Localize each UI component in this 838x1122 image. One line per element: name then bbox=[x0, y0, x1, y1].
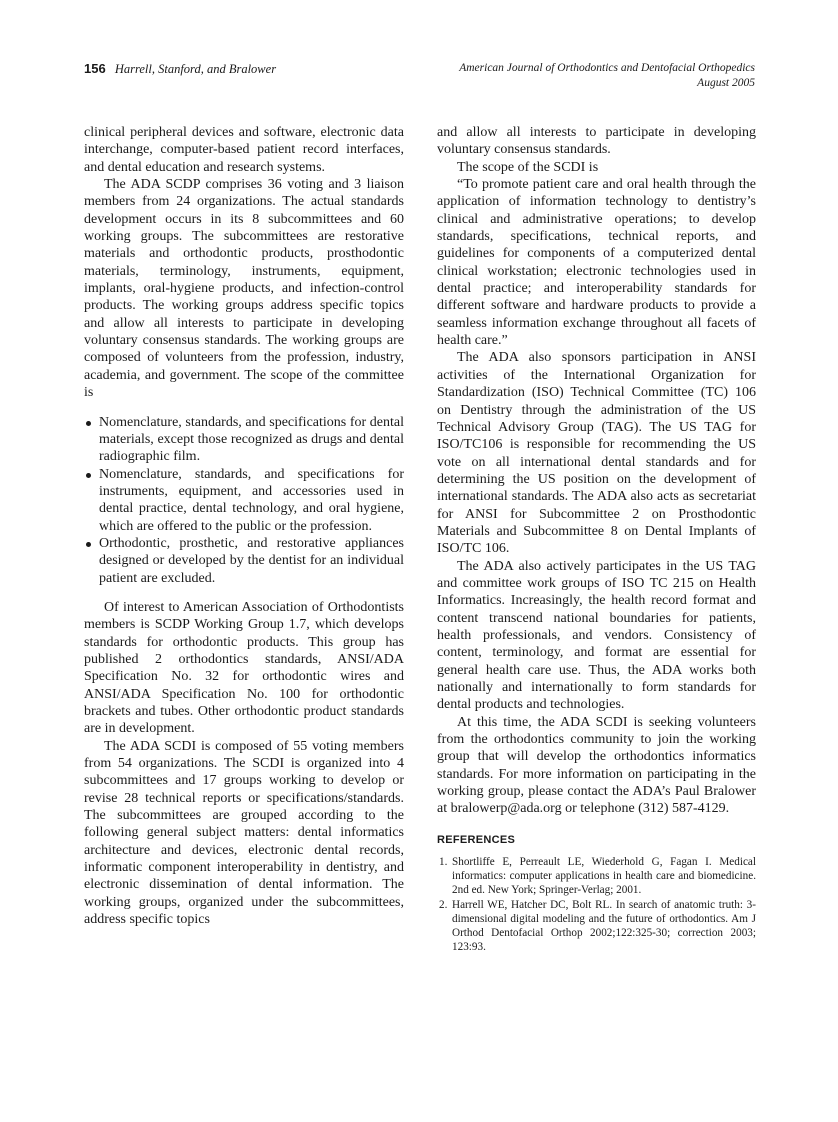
scope-bullet-list bbox=[84, 414, 404, 587]
paragraph: The ADA also sponsors participation in ANSI activities of the International Organization for Standardization (ISO) Technical Committee (TC) 106 on Dentistry through the administration of the US Technical Advisory Group (TAG). The US TAG for ISO/TC106 is responsible for recommending the US vote on all international dental standards and for determining the US position on the development of international standards. The ADA also acts as secretariat for ANSI for Subcommittee 2 on Prosthodontic Materials and Subcommittee 8 on Dental Implants of ISO/TC 106. bbox=[437, 350, 756, 557]
header-right bbox=[459, 61, 755, 90]
paragraph: At this time, the ADA SCDI is seeking volunteers from the orthodontics community to join the working group that will develop the orthodontics informatics standards. For more information on participating in the working group, please contact the ADA’s Paul Bralower at bralowerp@ada.org or telephone (312) 587-4129. bbox=[437, 714, 756, 817]
bullet-icon bbox=[86, 473, 91, 478]
bullet-icon bbox=[86, 421, 91, 426]
right-column bbox=[437, 124, 756, 955]
reference-item bbox=[437, 855, 756, 897]
reference-item bbox=[437, 898, 756, 954]
issue-date: August 2005 bbox=[697, 76, 755, 89]
journal-title: American Journal of Orthodontics and Dentofacial Orthopedics bbox=[459, 62, 755, 74]
references-heading: REFERENCES bbox=[437, 833, 516, 846]
reference-text: Shortliffe E, Perreault LE, Wiederhold G, Fagan I. Medical informatics: computer applications in health care and biomedicine. 2nd ed. New York; Springer-Verlag; 2001. bbox=[452, 856, 756, 897]
paragraph: Of interest to American Association of Orthodontists members is SCDP Working Group 1.7, which develops standards for orthodontic products. This group has published 2 orthodontics standards, ANSI/ADA Specification No. 32 for orthodontic wires and ANSI/ADA Specification No. 100 for orthodontic brackets and tubes. Other orthodontic product standards are in development. bbox=[84, 599, 404, 737]
header-authors: Harrell, Stanford, and Bralower bbox=[114, 62, 277, 76]
paragraph: The ADA also actively participates in the US TAG and committee work groups of ISO TC 215 on Health Informatics. Increasingly, the health record format and content transcend national boundaries for patients, health professionals, and vendors. Consistency of content, terminology, and format are essential for general health care use. Thus, the ADA works both nationally and internationally to form standards for dental products and technologies. bbox=[437, 558, 756, 713]
bullet-icon bbox=[86, 542, 91, 547]
bullet-item bbox=[84, 466, 404, 535]
scope-quote: “To promote patient care and oral health through the application of information technology to dentistry’s clinical and administrative operations; to develop standards, specifications, technical reports, and guidelines for components of a computerized dental clinical workstation; electronic technologies used in dental practice; and interoperability standards for different software and hardware products to provide a seamless information exchange throughout all facets of health care.” bbox=[437, 177, 756, 349]
bullet-text: Nomenclature, standards, and specifications for dental materials, except those recognized as drugs and dental radiographic film. bbox=[99, 414, 404, 465]
left-column bbox=[84, 124, 404, 928]
header-left bbox=[84, 61, 276, 77]
paragraph: The ADA SCDI is composed of 55 voting members from 54 organizations. The SCDI is organized into 4 subcommittees and 17 groups working to develop or revise 28 technical reports or specifications/standards. The subcommittees are grouped according to the following general subject matters: dental informatics architecture and devices, electronic dental records, informatic component interoperability in dentistry, and electronic dissemination of dental information. The working groups, organized under the subcommittees, address specific topics bbox=[84, 738, 404, 928]
paragraph: The ADA SCDP comprises 36 voting and 3 liaison members from 24 organizations. The actual standards development occurs in its 8 subcommittees and 60 working groups. The subcommittees are restorative materials and orthodontic products, prosthodontic materials, terminology, instruments, equipment, implants, oral-hygiene products, and infection-control products. The working groups address specific topics and allow all interests to participate in developing voluntary consensus standards. The working groups are composed of volunteers from the profession, industry, academia, and government. The scope of the committee is bbox=[84, 177, 404, 401]
reference-number: 1. bbox=[439, 856, 448, 869]
reference-number: 2. bbox=[439, 899, 448, 912]
paragraph: The scope of the SCDI is bbox=[457, 159, 599, 175]
bullet-item bbox=[84, 414, 404, 466]
reference-text: Harrell WE, Hatcher DC, Bolt RL. In search of anatomic truth: 3-dimensional digital modeling and the future of orthodontics. Am J Orthod Dentofacial Orthop 2002;122:325-30; correction 2003; 123:93. bbox=[452, 899, 756, 954]
references-list bbox=[437, 855, 756, 954]
paragraph: clinical peripheral devices and software, electronic data interchange, computer-based patient record interfaces, and dental education and research systems. bbox=[84, 125, 404, 175]
paragraph: and allow all interests to participate in developing voluntary consensus standards. bbox=[437, 125, 756, 158]
page-number: 156 bbox=[84, 61, 106, 76]
bullet-text: Orthodontic, prosthetic, and restorative appliances designed or developed by the dentist for an individual patient are excluded. bbox=[99, 535, 404, 586]
bullet-item bbox=[84, 535, 404, 587]
bullet-text: Nomenclature, standards, and specifications for instruments, equipment, and accessories used in dental practice, dental technology, and oral hygiene, which are offered to the public or the profession. bbox=[99, 466, 404, 534]
